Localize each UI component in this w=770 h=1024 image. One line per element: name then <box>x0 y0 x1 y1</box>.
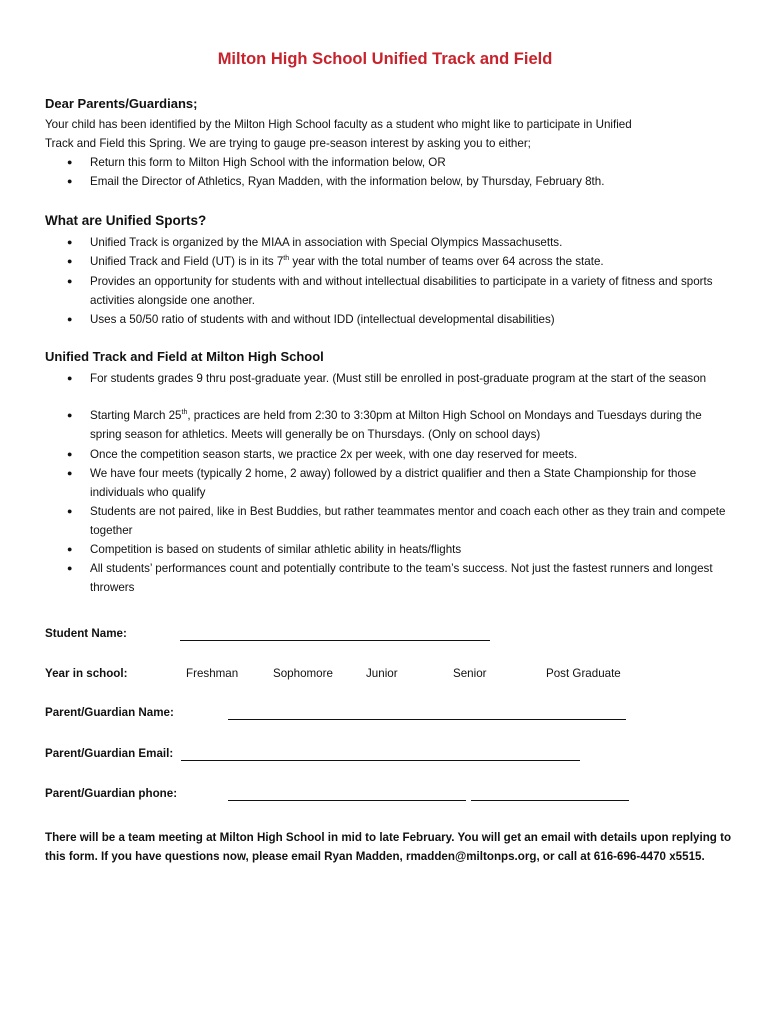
year-option-post-graduate[interactable]: Post Graduate <box>546 667 621 680</box>
sports-bullet-3: Provides an opportunity for students with and without intellectual disabilities to participate in a variety of fitness and sports activities alongside one another. <box>90 275 713 307</box>
milton-heading: Unified Track and Field at Milton High School <box>45 349 324 364</box>
student-name-label: Student Name: <box>45 627 127 640</box>
bullet-dot: ● <box>67 410 73 420</box>
intro-line-2: Track and Field this Spring. We are trying to gauge pre-season interest by asking you to either; <box>45 137 531 150</box>
intro-line-1: Your child has been identified by the Milton High School faculty as a student who might like to participate in Unified <box>45 118 632 131</box>
page-title: Milton High School Unified Track and Field <box>217 50 553 68</box>
sports-bullet-2: Unified Track and Field (UT) is in its 7th year with the total number of teams over 64 across the state. <box>90 255 604 268</box>
parent-name-field[interactable] <box>228 719 626 720</box>
milton-bullet-4: We have four meets (typically 2 home, 2 away) followed by a district qualifier and then a State Championship for those individuals who qualify <box>90 467 697 499</box>
bullet-dot: ● <box>67 256 73 266</box>
parent-email-field[interactable] <box>181 760 580 761</box>
parent-phone-field-1[interactable] <box>228 800 466 801</box>
milton-bullet-5: Students are not paired, like in Best Buddies, but rather teammates mentor and coach each other as they train and compete together <box>90 505 726 537</box>
bullet-dot: ● <box>67 468 73 478</box>
parent-phone-label: Parent/Guardian phone: <box>45 787 178 800</box>
sports-bullet-4: Uses a 50/50 ratio of students with and without IDD (intellectual developmental disabilities) <box>90 313 555 326</box>
bullet-dot: ● <box>67 314 73 324</box>
parent-phone-field-2[interactable] <box>471 800 629 801</box>
year-option-junior[interactable]: Junior <box>366 667 398 680</box>
sports-heading: What are Unified Sports? <box>45 213 207 228</box>
intro-bullet-1: Return this form to Milton High School with the information below, OR <box>90 156 446 169</box>
greeting: Dear Parents/Guardians; <box>45 96 198 111</box>
parent-email-label: Parent/Guardian Email: <box>45 747 174 760</box>
bullet-dot: ● <box>67 276 73 286</box>
bullet-dot: ● <box>67 176 73 186</box>
bullet-dot: ● <box>67 237 73 247</box>
bullet-dot: ● <box>67 373 73 383</box>
bullet-dot: ● <box>67 449 73 459</box>
milton-bullet-3: Once the competition season starts, we practice 2x per week, with one day reserved for meets. <box>90 448 578 461</box>
sports-bullet-1: Unified Track is organized by the MIAA in association with Special Olympics Massachusetts. <box>90 236 563 249</box>
milton-bullet-1: For students grades 9 thru post-graduate year. (Must still be enrolled in post-graduate program at the start of the season <box>90 372 707 385</box>
year-option-sophomore[interactable]: Sophomore <box>273 667 333 680</box>
milton-bullet-6: Competition is based on students of similar athletic ability in heats/flights <box>90 543 462 556</box>
bullet-dot: ● <box>67 544 73 554</box>
year-label: Year in school: <box>45 667 128 680</box>
milton-bullet-7: All students’ performances count and potentially contribute to the team’s success. Not just the fastest runners and longest throwers <box>90 562 713 594</box>
parent-name-label: Parent/Guardian Name: <box>45 706 174 719</box>
bullet-dot: ● <box>67 157 73 167</box>
year-option-freshman[interactable]: Freshman <box>186 667 239 680</box>
intro-bullet-2: Email the Director of Athletics, Ryan Madden, with the information below, by Thursday, February 8th. <box>90 175 605 188</box>
bullet-dot: ● <box>67 506 73 516</box>
student-name-field[interactable] <box>180 640 490 641</box>
footer-note: There will be a team meeting at Milton High School in mid to late February. You will get an email with details upon replying to this form. If you have questions now, please email Ryan Madden, rmadden@miltonps.org, or call at 616-696-4470 x5515. <box>45 831 732 863</box>
year-option-senior[interactable]: Senior <box>453 667 487 680</box>
bullet-dot: ● <box>67 563 73 573</box>
milton-bullet-2: Starting March 25th, practices are held from 2:30 to 3:30pm at Milton High School on Mondays and Tuesdays during the spring season for athletics. Meets will generally be on Thursdays. (Only on school days) <box>90 409 702 441</box>
